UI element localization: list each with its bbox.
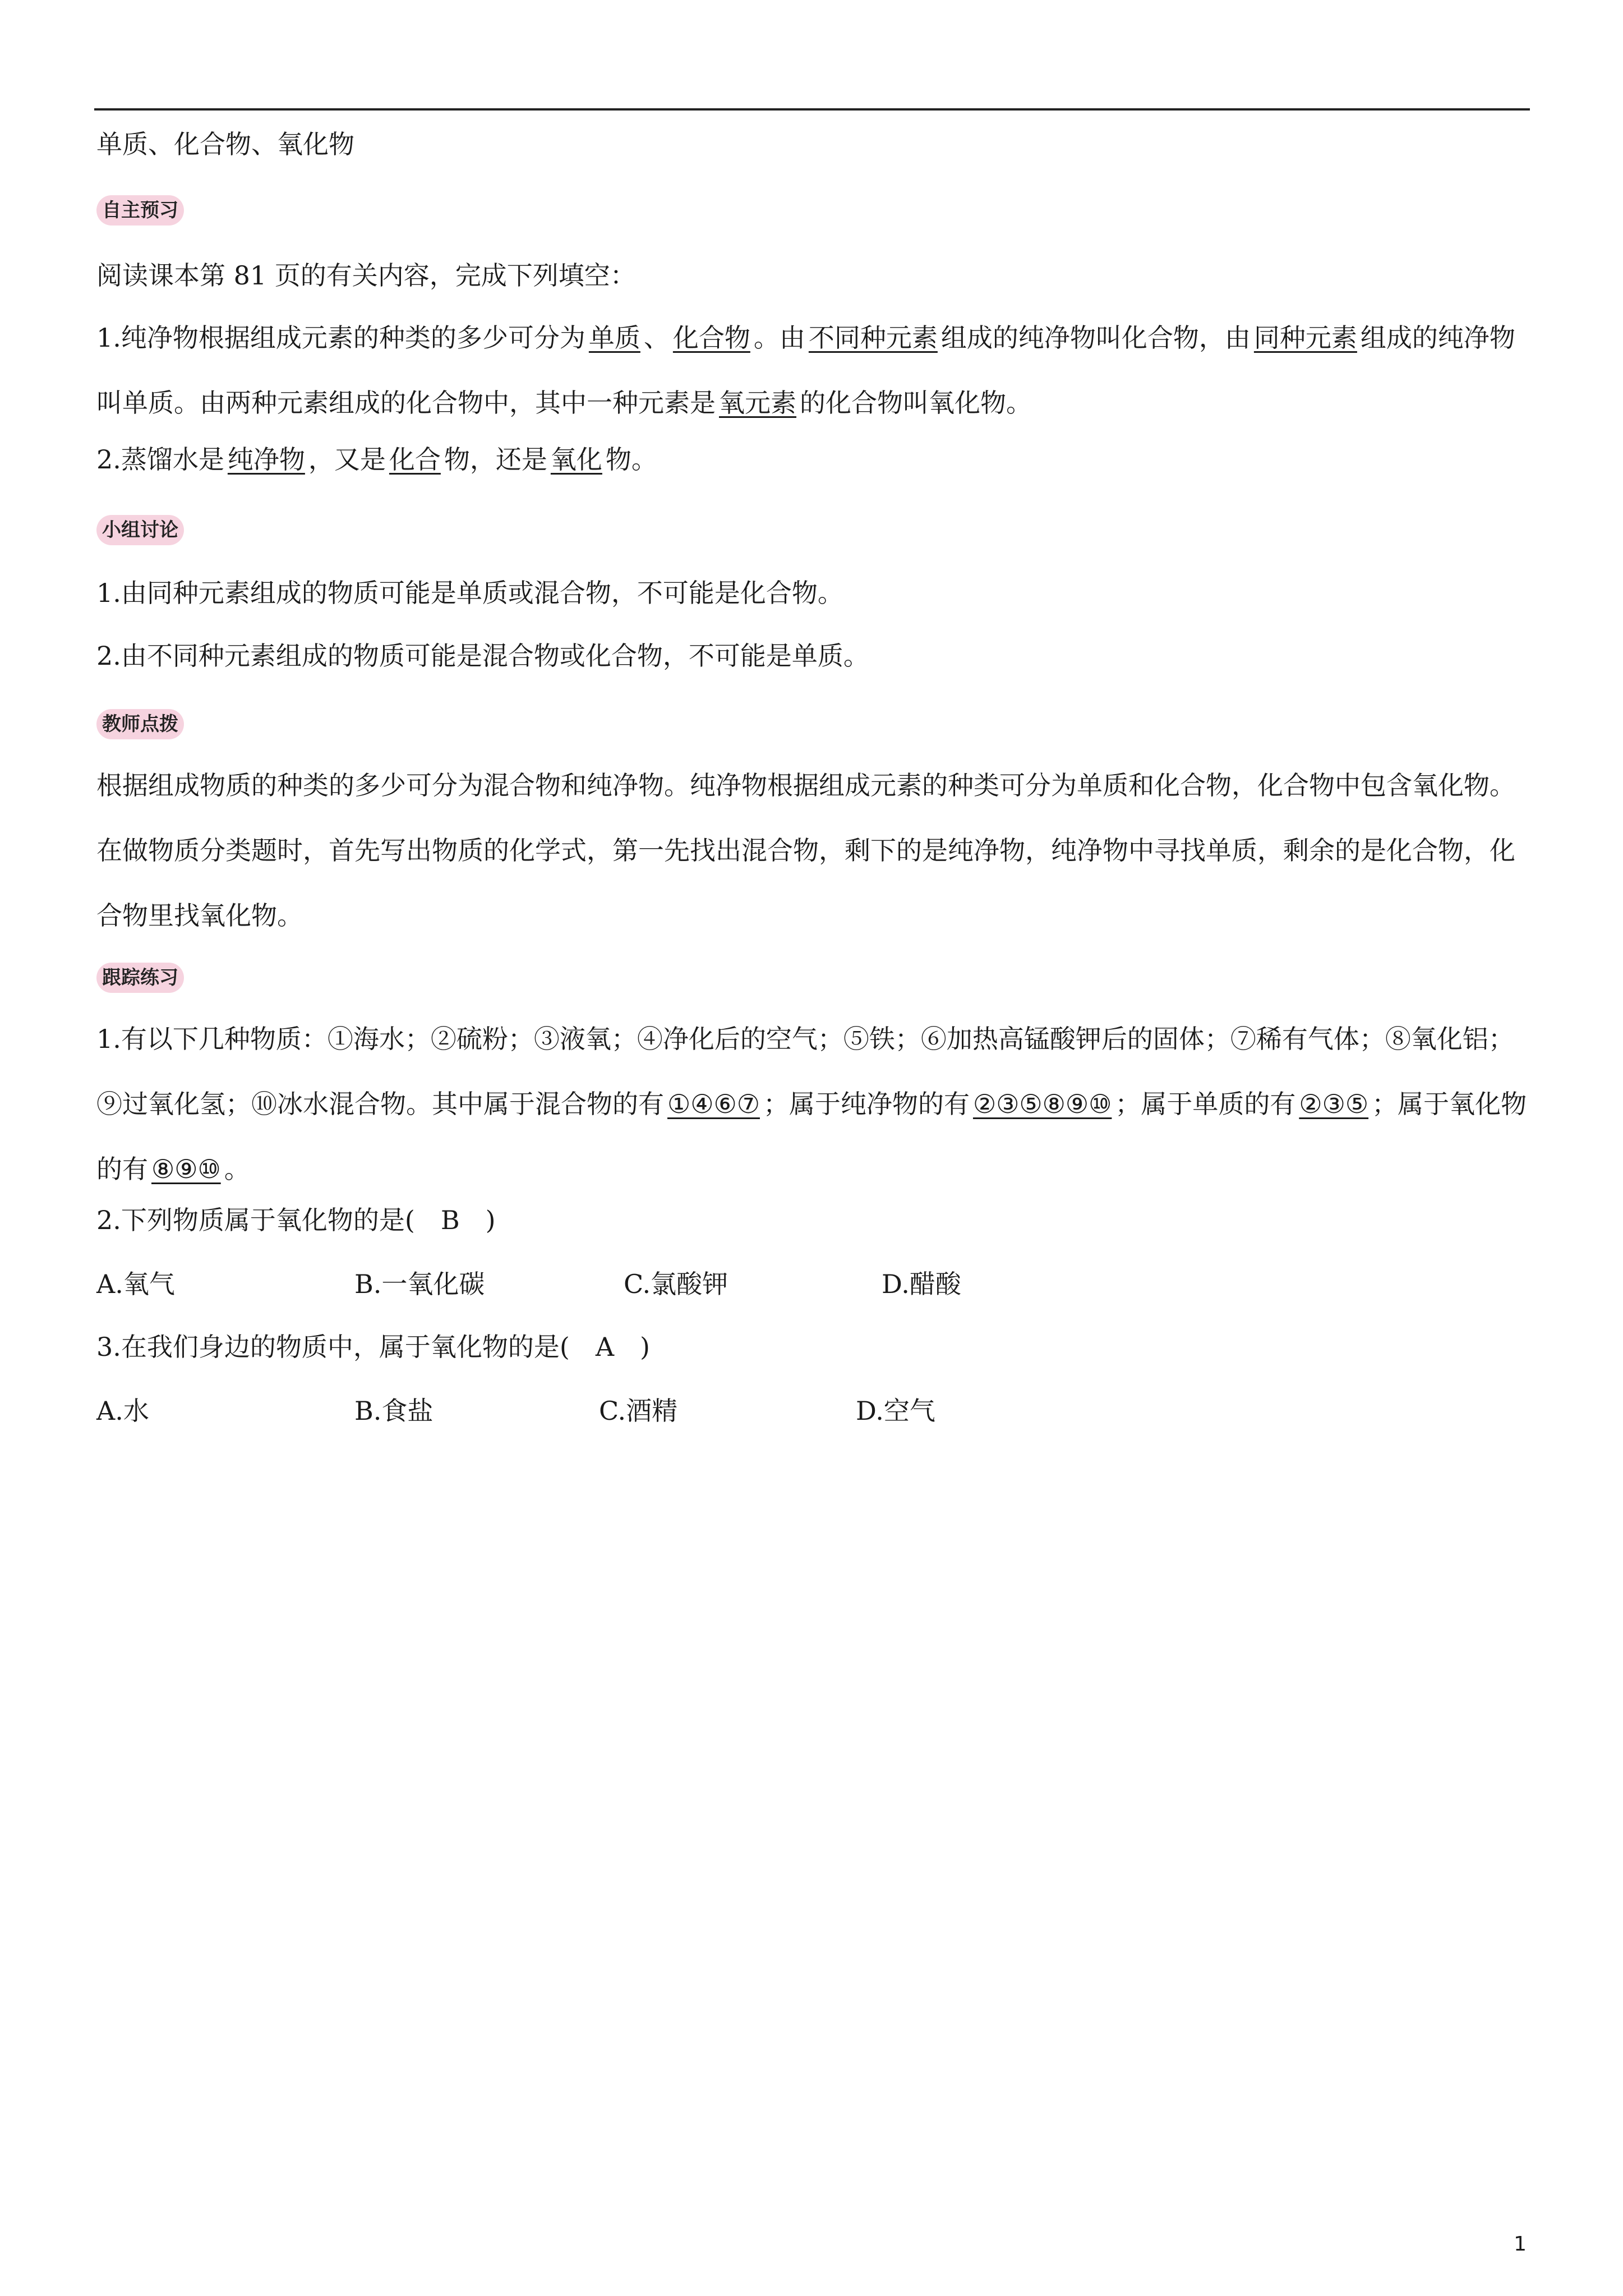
- q1-answer-1: 单质: [588, 323, 640, 353]
- q1-answer-5: 氧元素: [719, 388, 796, 418]
- p1-text-3: ；属于单质的有: [1115, 1089, 1296, 1119]
- q1-answer-4: 同种元素: [1253, 323, 1357, 353]
- preview-intro: 阅读课本第 81 页的有关内容，完成下列填空：: [96, 260, 636, 291]
- discussion-item-1: 1.由同种元素组成的物质可能是单质或混合物，不可能是化合物。: [96, 578, 843, 608]
- practice-q2-option-d: D.醋酸: [882, 1269, 961, 1299]
- q1-text-6: 的化合物叫氧化物。: [800, 388, 1032, 418]
- q1-text-5: 组成的纯净物叫单质。由两种元素组成的化合物中，其中一种元素是: [96, 323, 1515, 418]
- p1-text-5: 。: [224, 1154, 250, 1184]
- practice-question-2-stem: 2.下列物质属于氧化物的是( B ): [96, 1205, 496, 1235]
- practice-q2-option-c: C.氯酸钾: [624, 1269, 728, 1299]
- p1-answer-1: ①④⑥⑦: [667, 1089, 760, 1119]
- q2-text-1: 2.蒸馏水是: [96, 444, 224, 475]
- q2-answer-3: 氧化: [550, 444, 602, 475]
- section-tag-preview: 自主预习: [96, 195, 184, 226]
- q1-text-3: 。由: [753, 323, 805, 353]
- q2-text-3: 物，还是: [444, 444, 547, 475]
- practice-q3-option-d: D.空气: [856, 1396, 935, 1426]
- p1-answer-2: ②③⑤⑧⑨⑩: [972, 1089, 1112, 1119]
- practice-q3-option-a: A.水: [96, 1396, 149, 1426]
- practice-question-1: [96, 1006, 1530, 1202]
- p1-text-2: ；属于纯净物的有: [763, 1089, 970, 1119]
- practice-question-3-stem: 3.在我们身边的物质中，属于氧化物的是( A ): [96, 1332, 651, 1362]
- p1-answer-4: ⑧⑨⑩: [151, 1154, 221, 1184]
- q1-text-4: 组成的纯净物叫化合物，由: [940, 323, 1251, 353]
- page-number: 1: [1514, 2233, 1527, 2256]
- discussion-item-2: 2.由不同种元素组成的物质可能是混合物或化合物，不可能是单质。: [96, 641, 869, 671]
- section-tag-teacher: 教师点拨: [96, 709, 184, 739]
- practice-q3-option-b: B.食盐: [354, 1396, 434, 1426]
- practice-q3-option-c: C.酒精: [599, 1396, 678, 1426]
- practice-q2-option-b: B.一氧化碳: [354, 1269, 485, 1299]
- q2-text-4: 物。: [605, 444, 657, 475]
- q1-answer-2: 化合物: [672, 323, 750, 353]
- section-tag-discussion: 小组讨论: [96, 515, 184, 545]
- section-tag-practice: 跟踪练习: [96, 963, 184, 993]
- q1-text-2: 、: [643, 323, 670, 353]
- preview-question-2: [96, 443, 657, 476]
- q2-text-2: ，又是: [308, 444, 386, 475]
- preview-question-1: [96, 305, 1530, 435]
- header-rule: [94, 108, 1530, 111]
- q2-answer-1: 纯净物: [227, 444, 305, 475]
- q2-answer-2: 化合: [389, 444, 441, 475]
- p1-text-4: ；属于氧化物的有: [96, 1089, 1527, 1184]
- q1-text-1: 1.纯净物根据组成元素的种类的多少可分为: [96, 323, 585, 353]
- page-title: 单质、化合物、氧化物: [96, 129, 354, 159]
- teacher-paragraph: 根据组成物质的种类的多少可分为混合物和纯净物。纯净物根据组成元素的种类可分为单质和化合物，化合物中包含氧化物。在做物质分类题时，首先写出物质的化学式，第一先找出混合物，剩下的是纯净物，纯净物中寻找单质，剩余的是化合物，化合物里找氧化物。: [96, 770, 1515, 931]
- q1-answer-3: 不同种元素: [808, 323, 938, 353]
- p1-answer-3: ②③⑤: [1299, 1089, 1369, 1119]
- practice-q2-option-a: A.氧气: [96, 1269, 175, 1299]
- p1-text-1: 1.有以下几种物质：①海水；②硫粉；③液氧；④净化后的空气；⑤铁；⑥加热高锰酸钾后的固体；⑦稀有气体；⑧氧化铝；⑨过氧化氢；⑩冰水混合物。其中属于混合物的有: [96, 1024, 1514, 1119]
